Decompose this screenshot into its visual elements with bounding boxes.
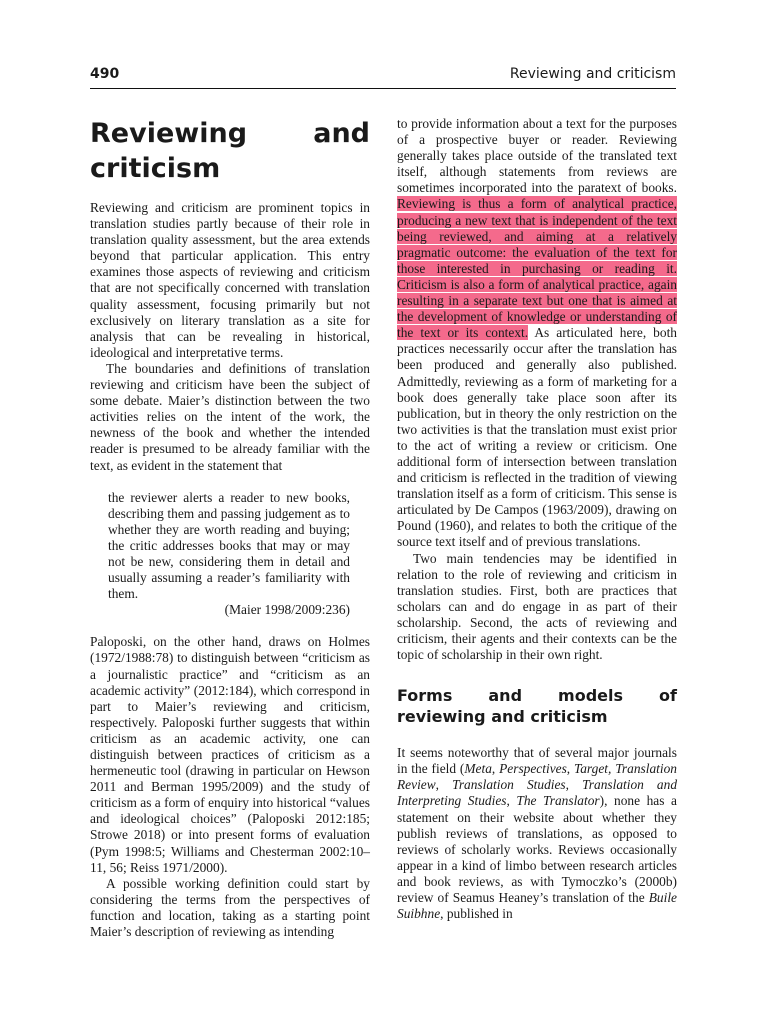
block-quote-text: the reviewer alerts a reader to new books, describing them and passing judgement as to whether they are worth reading and buying; the critic addresses books that may or may not be new, considering them in detail and usually assuming a reader’s familiarity with them. bbox=[108, 489, 350, 602]
journal-translation-studies: Translation Studies bbox=[452, 777, 566, 793]
left-column bbox=[90, 116, 370, 940]
separator: , bbox=[565, 777, 583, 793]
section-heading: Forms and models of reviewing and criticism bbox=[397, 686, 677, 727]
running-head: Reviewing and criticism bbox=[509, 66, 676, 82]
journal-perspectives: Perspectives bbox=[499, 761, 567, 777]
paragraph-two-tendencies: Two main tendencies may be identified in relation to the role of reviewing and criticism in translation studies. First, both are practices that scholars can and do engage in as part of their scholarship. Second, the acts of reviewing and criticism, their agents and their contexts can be the topic of scholarship in their own right. bbox=[397, 550, 677, 663]
journals-text-middle: ), none has a statement on their website about whether they publish reviews of translations, as opposed to reviews of scholarly works. Reviews occasionally appear in a kind of limbo between research articles and book reviews, as with Tymoczko’s (2000b) review of Seamus Heaney’s translation of the bbox=[397, 793, 677, 906]
separator: , bbox=[566, 761, 575, 777]
text-before-highlight: to provide information about a text for the purposes of a prospective buyer or reader. Reviewing generally takes place outside of the translated text itself, although statements from reviews are sometimes incorporated into the paratext of books. bbox=[397, 116, 677, 196]
page-header bbox=[90, 66, 676, 89]
highlighted-text[interactable]: Reviewing is thus a form of analytical practice, producing a new text that is independent of the text being reviewed, and aiming at a relatively pragmatic outcome: the evaluation of the text for those interested in purchasing or reading it. Criticism is also a form of analytical practice, again resulting in a separate text but one that is aimed at the development of knowledge or understanding of the text or its context. bbox=[397, 196, 677, 341]
paragraph-boundaries: The boundaries and definitions of translation reviewing and criticism have been the subject of some debate. Maier’s distinction between the two activities relies on the intent of the work, the newness of the book and whether the intended reader is presumed to be already familiar with the text, as evident in the statement that bbox=[90, 360, 370, 473]
entry-title: Reviewing and criticism bbox=[90, 118, 370, 184]
separator: , bbox=[435, 777, 453, 793]
separator: , bbox=[506, 793, 517, 809]
journal-target-translation-review: Target, Translation Review bbox=[397, 761, 677, 793]
journal-the-translator: The Translator bbox=[516, 793, 600, 809]
right-column bbox=[397, 116, 677, 922]
paragraph-paloposki: Paloposki, on the other hand, draws on Holmes (1972/1988:78) to distinguish between “criticism as a journalistic practice” and “criticism as an academic activity” (2012:184), which correspond in part to Maier’s reviewing and criticism, respectively. Paloposki further suggests that within criticism as an academic activity, one can distinguish between practices of criticism as a hermeneutic tool (drawing in particular on Hewson 2011 and Berman 1995/2009) and the study of criticism as a form of enquiry into historical “values and ideological choices” (Paloposki 2012:185; Strowe 2018) or into present forms of evaluation (Pym 1998:5; Williams and Chesterman 2002:10–11, 56; Reiss 1971/2000). bbox=[90, 634, 370, 875]
journal-meta: Meta bbox=[464, 761, 492, 777]
work-title-buile-suibhne: Buile Suibhne bbox=[397, 890, 677, 922]
text-after-highlight: As articulated here, both practices necessarily occur after the translation has been produced and generally also published. Admittedly, reviewing as a form of marketing for a book does generally take place soon after its publication, but in theory the only restriction on the two activities is that the translation must exist prior to the act of writing a review or criticism. One additional form of intersection between translation and criticism is reflected in the tradition of viewing translation itself as a form of criticism. This sense is articulated by De Campos (1963/2009), drawing on Pound (1960), and relates to both the critique of the source text itself and of previous translations. bbox=[397, 325, 677, 550]
block-quote-source: (Maier 1998/2009:236) bbox=[224, 602, 350, 618]
separator: , bbox=[491, 761, 500, 777]
journals-text-end: , published in bbox=[440, 906, 513, 922]
block-quote bbox=[108, 490, 350, 619]
page-number: 490 bbox=[90, 66, 120, 82]
journals-text-start: It seems noteworthy that of several major journals in the field ( bbox=[397, 745, 677, 777]
journal-translation-interpreting-studies: Translation and Interpreting Studies bbox=[397, 777, 678, 809]
paragraph-intro: Reviewing and criticism are prominent topics in translation studies partly because of their role in translation quality assessment, but the area extends beyond that particular application. This entry examines those aspects of reviewing and criticism that are not specifically concerned with translation quality assessment, focusing primarily but not exclusively on literary translation as a site for analysis that can be revealing in historical, ideological and interpretative terms. bbox=[90, 200, 370, 360]
paragraph-journals bbox=[397, 745, 677, 922]
paragraph-working-definition: A possible working definition could start by considering the terms from the perspectives of function and location, taking as a starting point Maier’s description of reviewing as intending bbox=[90, 875, 370, 940]
paragraph-function-location bbox=[397, 116, 677, 551]
